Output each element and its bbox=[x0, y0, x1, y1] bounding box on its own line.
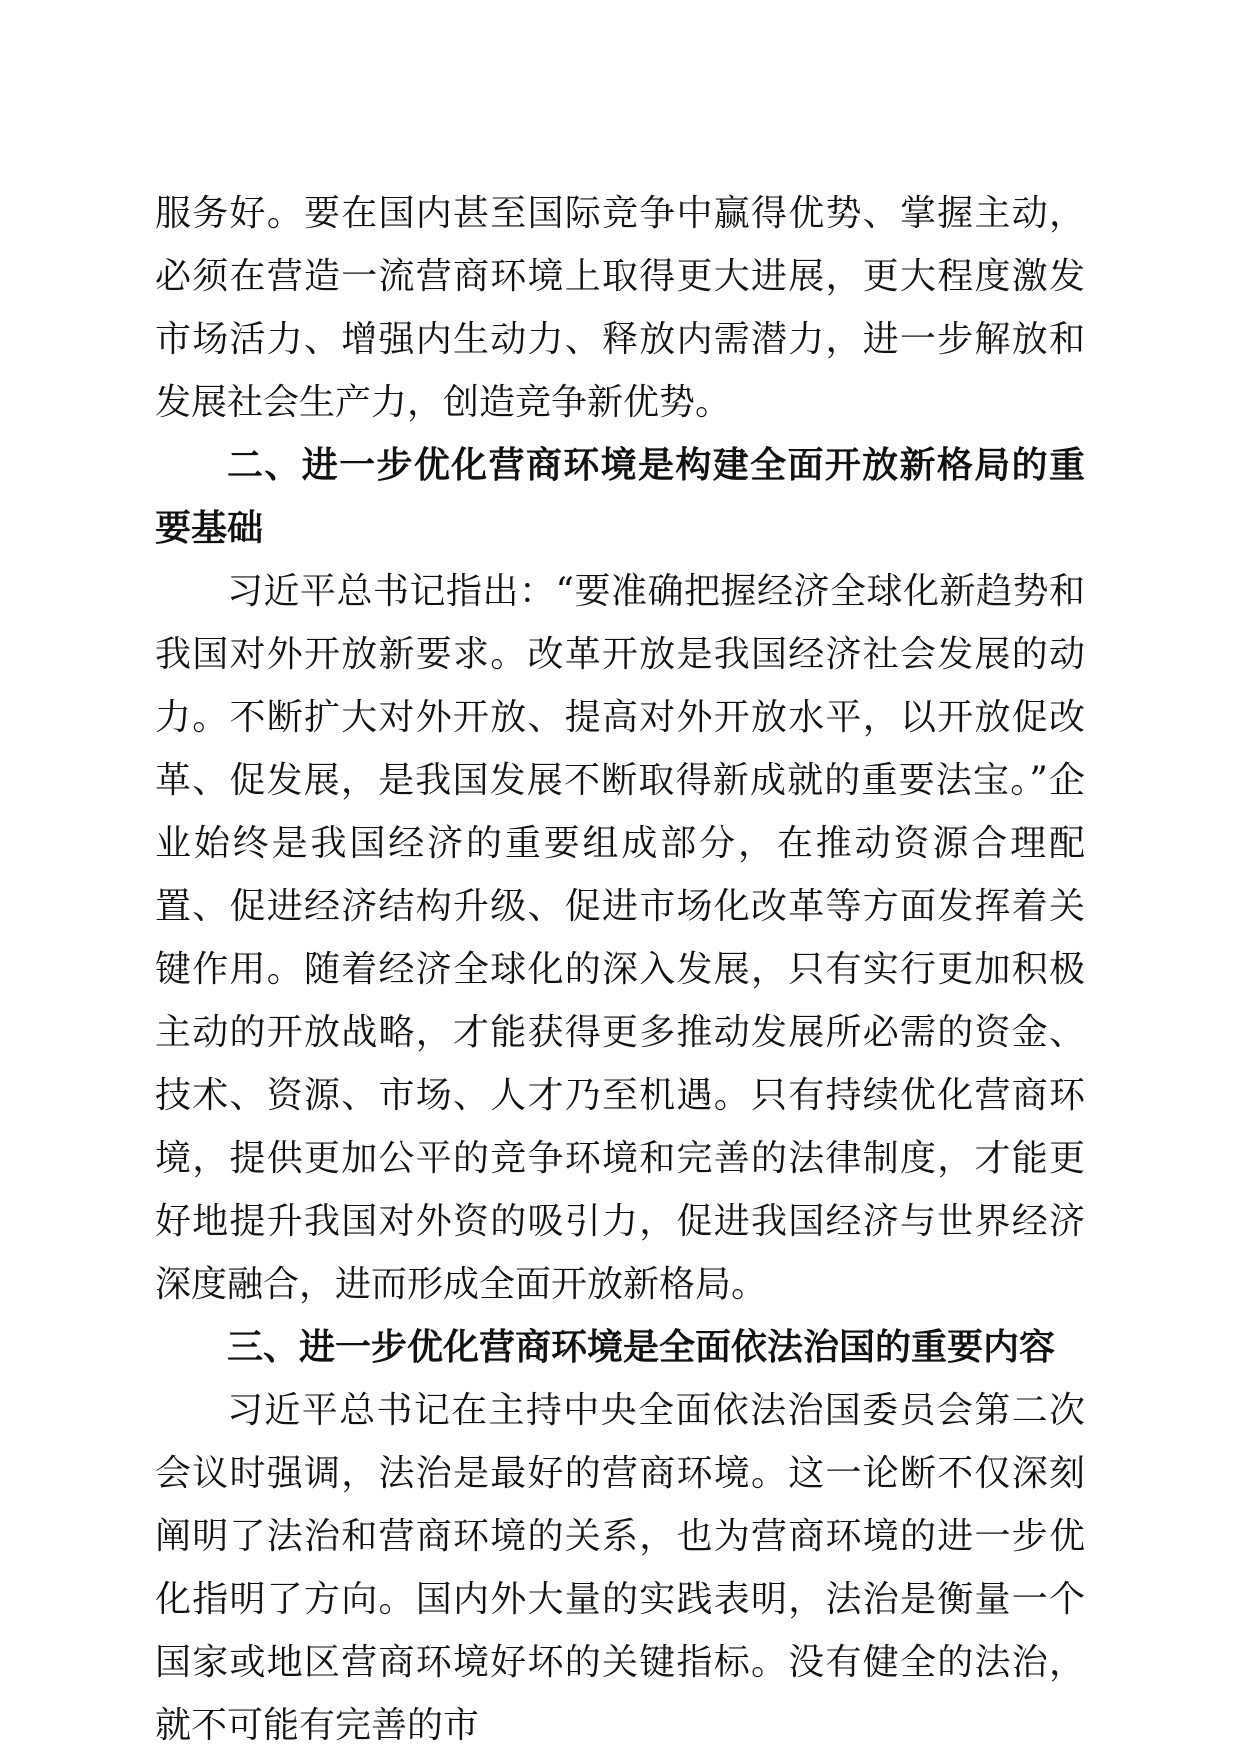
section-heading-three: 三、进一步优化营商环境是全面依法治国的重要内容 bbox=[227, 1327, 1056, 1368]
document-body bbox=[155, 182, 1085, 1757]
paragraph-continuation: 服务好。要在国内甚至国际竞争中赢得优势、掌握主动，必须在营造一流营商环境上取得更大进展，更大程度激发市场活力、增强内生动力、释放内需潜力，进一步解放和发展社会生产力，创造竞争新优势。 bbox=[155, 193, 1085, 423]
section-heading-two: 二、进一步优化营商环境是构建全面开放新格局的重要基础 bbox=[155, 445, 1085, 549]
paragraph-rule-of-law: 习近平总书记在主持中央全面依法治国委员会第二次会议时强调，法治是最好的营商环境。这一论断不仅深刻阐明了法治和营商环境的关系，也为营商环境的进一步优化指明了方向。国内外大量的实践表明，法治是衡量一个国家或地区营商环境好坏的关键指标。没有健全的法治，就不可能有完善的市 bbox=[155, 1390, 1085, 1746]
paragraph-opening-up: 习近平总书记指出：“要准确把握经济全球化新趋势和我国对外开放新要求。改革开放是我国经济社会发展的动力。不断扩大对外开放、提高对外开放水平，以开放促改革、促发展，是我国发展不断取得新成就的重要法宝。”企业始终是我国经济的重要组成部分，在推动资源合理配置、促进经济结构升级、促进市场化改革等方面发挥着关键作用。随着经济全球化的深入发展，只有实行更加积极主动的开放战略，才能获得更多推动发展所必需的资金、技术、资源、市场、人才乃至机遇。只有持续优化营商环境，提供更加公平的竞争环境和完善的法律制度，才能更好地提升我国对外资的吸引力，促进我国经济与世界经济深度融合，进而形成全面开放新格局。 bbox=[155, 571, 1085, 1305]
